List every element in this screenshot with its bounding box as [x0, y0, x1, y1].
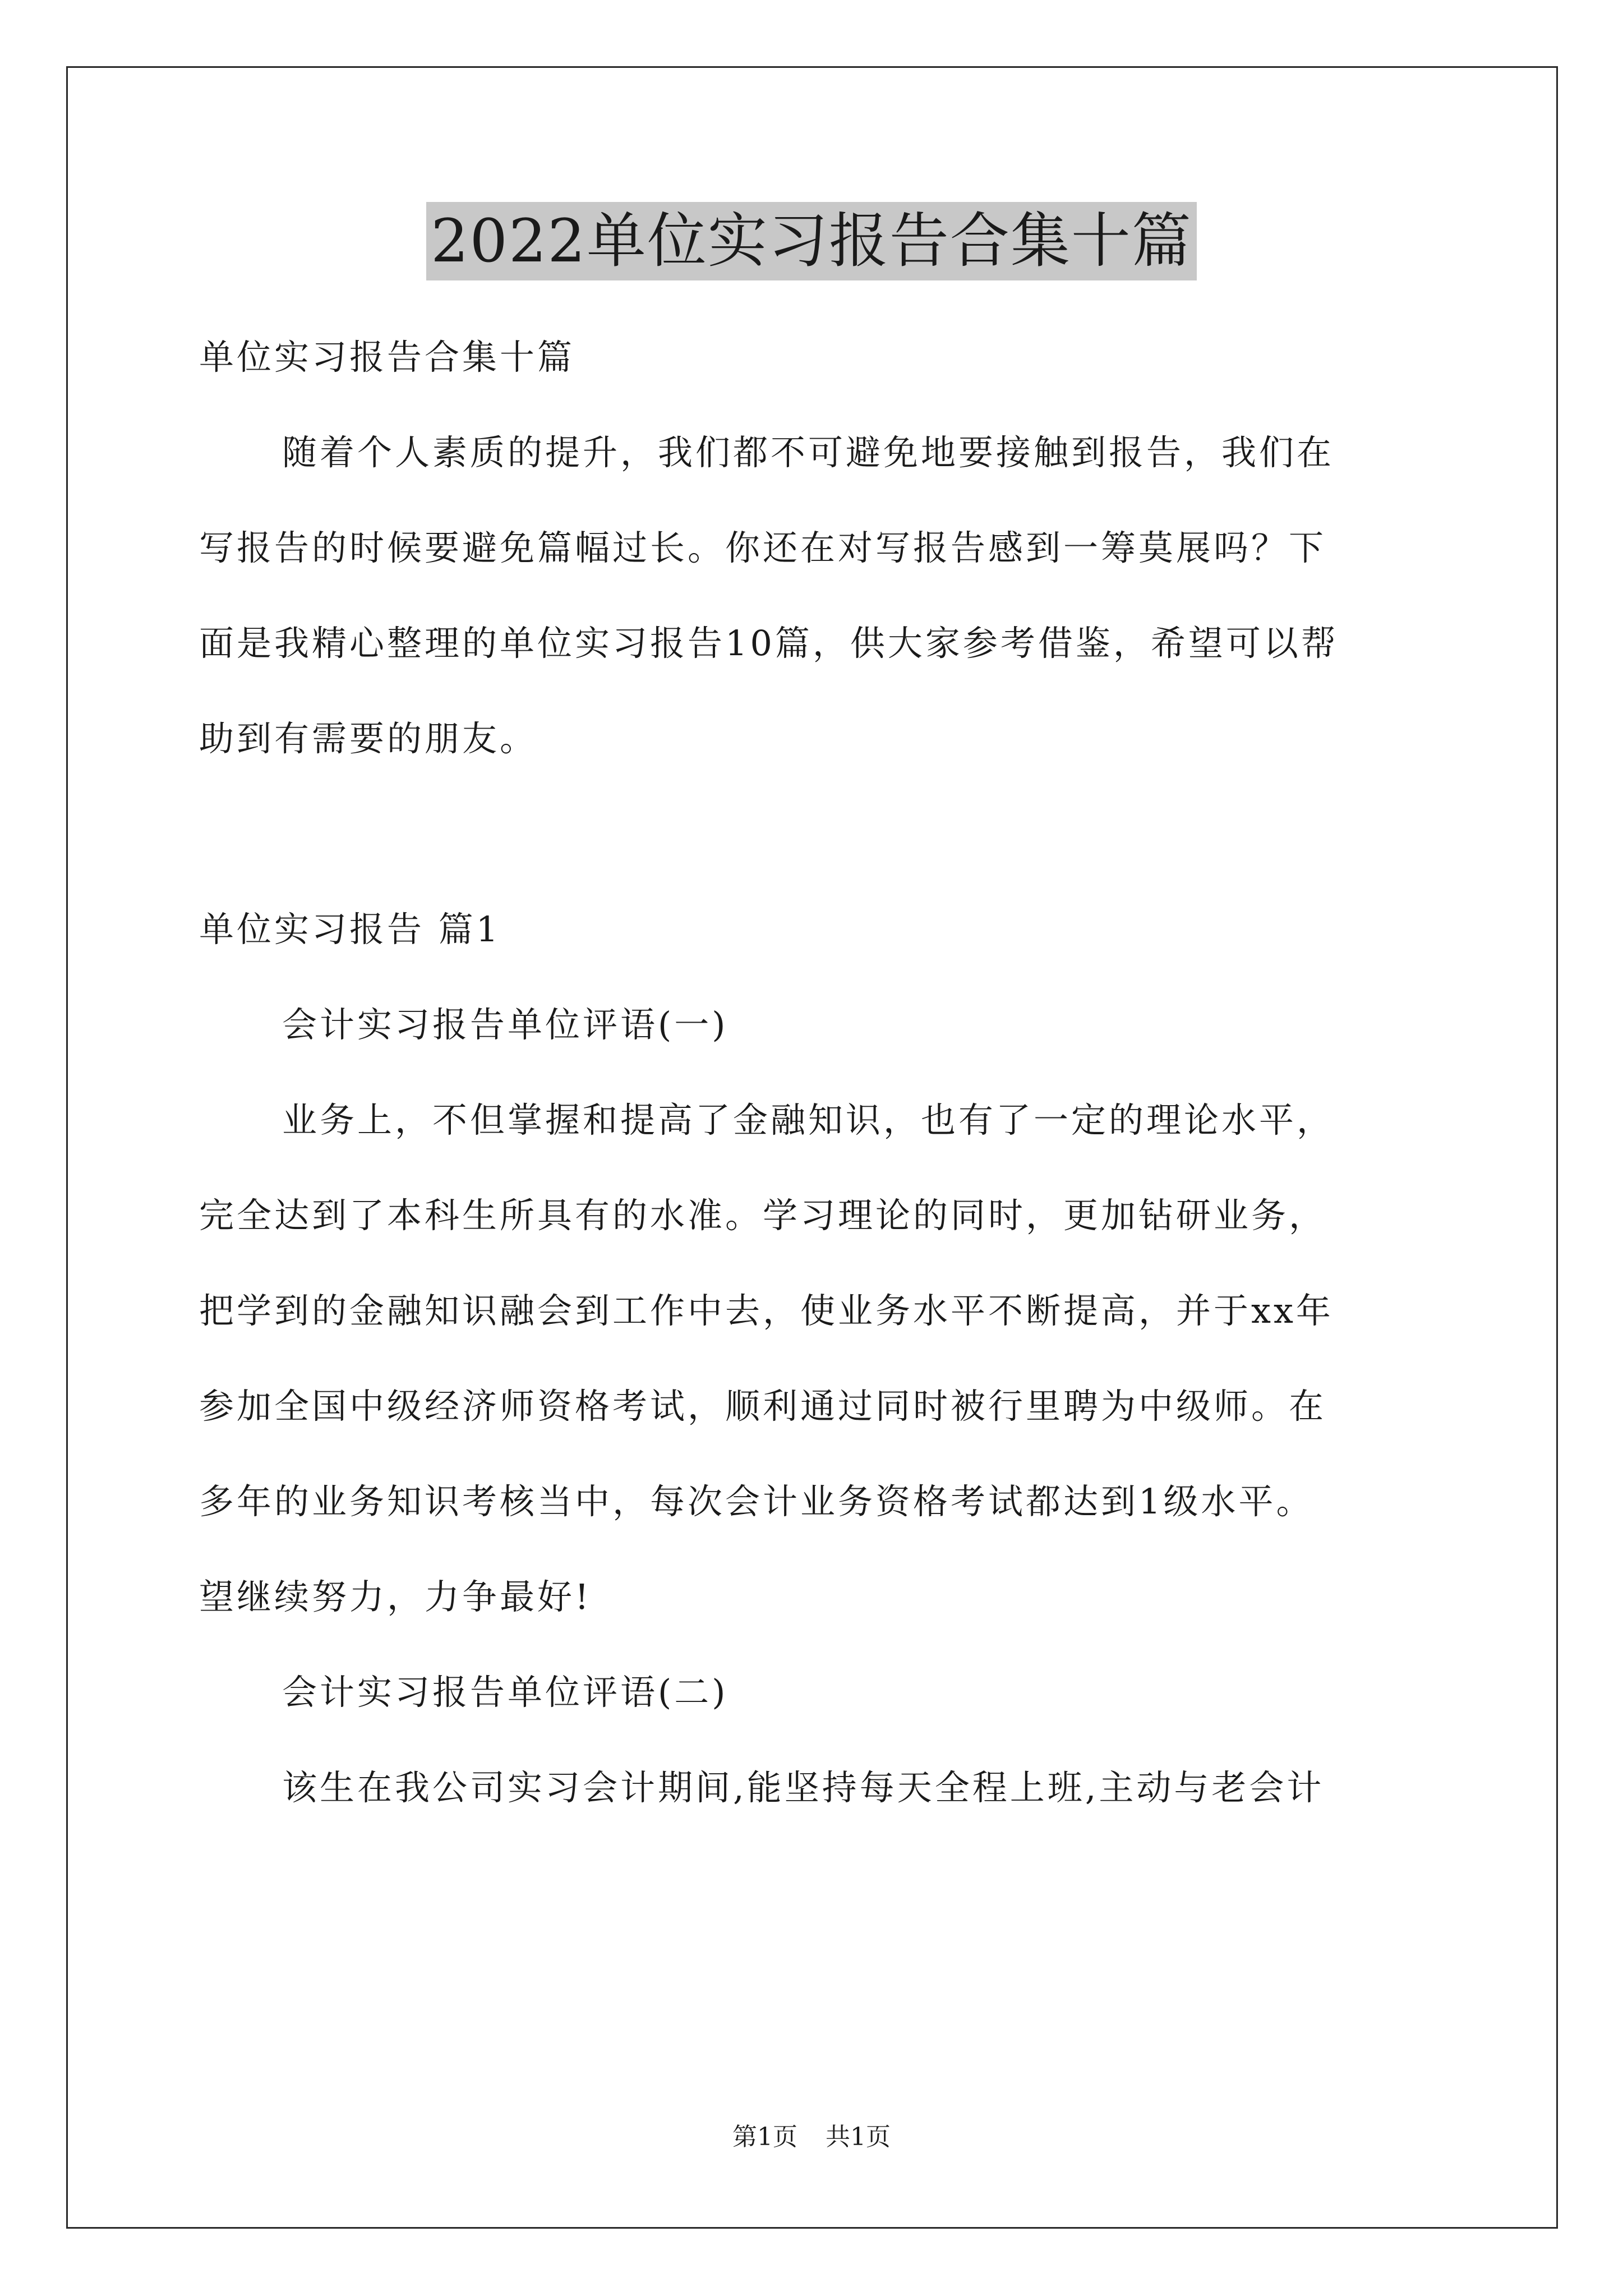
- text-line: 单位实习报告合集十篇: [199, 337, 575, 378]
- text-line: 会计实习报告单位评语(二): [282, 1672, 728, 1713]
- text-line: 多年的业务知识考核当中，每次会计业务资格考试都达到1级水平。: [199, 1481, 1314, 1522]
- document-title: 2022单位实习报告合集十篇: [426, 202, 1197, 280]
- text-line: 写报告的时候要避免篇幅过长。你还在对写报告感到一筹莫展吗？下: [199, 527, 1327, 568]
- text-line: 单位实习报告 篇1: [199, 909, 501, 950]
- text-line: 业务上，不但掌握和提高了金融知识，也有了一定的理论水平，: [282, 1099, 1335, 1140]
- text-line: 助到有需要的朋友。: [199, 718, 538, 759]
- document-body: [199, 310, 1433, 1835]
- blank-line: [199, 786, 1433, 882]
- text-line: 完全达到了本科生所具有的水准。学习理论的同时，更加钻研业务，: [199, 1195, 1327, 1236]
- text-line: 面是我精心整理的单位实习报告10篇，供大家参考借鉴，希望可以帮: [199, 623, 1339, 664]
- text-line: 会计实习报告单位评语(一): [282, 1004, 728, 1045]
- page-footer: [0, 2120, 1623, 2154]
- text-line: 把学到的金融知识融会到工作中去，使业务水平不断提高，并于xx年: [199, 1290, 1334, 1331]
- text-line: 望继续努力，力争最好!: [199, 1576, 592, 1617]
- text-line: 参加全国中级经济师资格考试，顺利通过同时被行里聘为中级师。在: [199, 1386, 1327, 1427]
- page-total: 共1页: [826, 2123, 891, 2151]
- page-number: 第1页: [732, 2123, 797, 2151]
- text-line: 随着个人素质的提升，我们都不可避免地要接触到报告，我们在: [282, 432, 1335, 473]
- text-line: 该生在我公司实习会计期间,能坚持每天全程上班,主动与老会计: [282, 1767, 1325, 1808]
